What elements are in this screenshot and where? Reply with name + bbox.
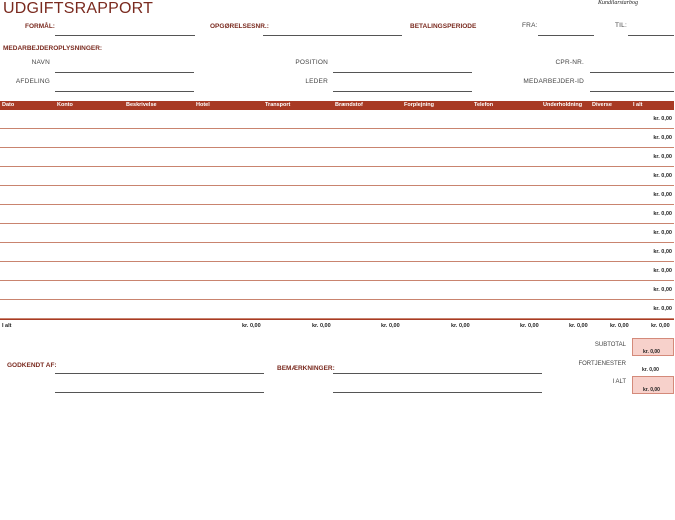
column-header: Underholdning: [543, 102, 583, 108]
phone-total: kr. 0,00: [520, 323, 539, 329]
purpose-label: FORMÅL:: [25, 23, 55, 30]
statement-number-label: OPGØRELSESNR.:: [210, 23, 269, 30]
total-due-value: kr. 0,00: [643, 387, 660, 393]
total-due-label: I ALT: [612, 379, 626, 385]
row-total: kr. 0,00: [653, 230, 672, 236]
entertainment-total: kr. 0,00: [569, 323, 588, 329]
position-label: POSITION: [295, 59, 328, 66]
table-row[interactable]: [0, 186, 674, 205]
table-row[interactable]: [0, 129, 674, 148]
fuel-total: kr. 0,00: [381, 323, 400, 329]
advances-label: FORTJENESTER: [578, 361, 626, 367]
column-header: Telefon: [474, 102, 494, 108]
position-field[interactable]: [333, 72, 472, 73]
payment-period-label: BETALINGSPERIODE: [410, 23, 477, 30]
purpose-field[interactable]: [55, 35, 195, 36]
column-header: Brændstof: [335, 102, 363, 108]
approved-by-label: GODKENDT AF:: [7, 362, 57, 369]
remarks-field-2[interactable]: [333, 392, 542, 393]
row-total: kr. 0,00: [653, 135, 672, 141]
table-row[interactable]: [0, 300, 674, 319]
column-header: Transport: [265, 102, 291, 108]
row-total: kr. 0,00: [653, 154, 672, 160]
employee-id-label: MEDARBEJDER-ID: [523, 78, 584, 85]
column-header: Konto: [57, 102, 73, 108]
remarks-field[interactable]: [333, 373, 542, 374]
logo-text: Kundilarstarbog: [597, 0, 638, 6]
from-field[interactable]: [538, 35, 594, 36]
table-row[interactable]: [0, 167, 674, 186]
column-header: Hotel: [196, 102, 210, 108]
advances-value: kr. 0,00: [642, 367, 659, 373]
column-header: Dato: [2, 102, 15, 108]
subtotal-box: [632, 338, 674, 356]
row-total: kr. 0,00: [653, 306, 672, 312]
column-header: Diverse: [592, 102, 612, 108]
row-total: kr. 0,00: [653, 192, 672, 198]
manager-label: LEDER: [305, 78, 328, 85]
row-total: kr. 0,00: [653, 249, 672, 255]
department-label: AFDELING: [15, 78, 50, 85]
row-total: kr. 0,00: [653, 116, 672, 122]
name-label: NAVN: [31, 59, 50, 66]
table-row[interactable]: [0, 262, 674, 281]
subtotal-value: kr. 0,00: [643, 349, 660, 355]
column-header: I alt: [633, 102, 643, 108]
advances-box[interactable]: [632, 357, 674, 375]
subtotal-label: SUBTOTAL: [594, 342, 626, 348]
approved-by-field-2[interactable]: [55, 392, 264, 393]
row-total: kr. 0,00: [653, 287, 672, 293]
column-header: Beskrivelse: [126, 102, 157, 108]
table-row[interactable]: [0, 243, 674, 262]
remarks-label: BEMÆRKNINGER:: [277, 365, 335, 372]
hotel-total: kr. 0,00: [242, 323, 261, 329]
table-row[interactable]: [0, 110, 674, 129]
employee-id-field[interactable]: [590, 91, 674, 92]
column-header: Forplejning: [404, 102, 434, 108]
table-header: [0, 101, 674, 110]
name-field[interactable]: [55, 72, 194, 73]
row-total: kr. 0,00: [653, 211, 672, 217]
grand-total: kr. 0,00: [651, 323, 670, 329]
cpr-label: CPR-NR.: [555, 59, 584, 66]
meals-total: kr. 0,00: [451, 323, 470, 329]
manager-field[interactable]: [333, 91, 472, 92]
employee-info-heading: MEDARBEJDEROPLYSNINGER:: [3, 45, 103, 52]
table-row[interactable]: [0, 205, 674, 224]
row-total: kr. 0,00: [653, 268, 672, 274]
totals-row: [0, 319, 674, 332]
report-title: UDGIFTSRAPPORT: [3, 0, 154, 17]
approved-by-field[interactable]: [55, 373, 264, 374]
cpr-field[interactable]: [590, 72, 674, 73]
to-label: TIL:: [615, 22, 627, 29]
table-row[interactable]: [0, 281, 674, 300]
expense-table: [0, 101, 674, 332]
table-row[interactable]: [0, 224, 674, 243]
statement-number-field[interactable]: [263, 35, 402, 36]
to-field[interactable]: [628, 35, 674, 36]
total-due-box: [632, 376, 674, 394]
from-label: FRA:: [522, 22, 538, 29]
department-field[interactable]: [55, 91, 194, 92]
misc-total: kr. 0,00: [610, 323, 629, 329]
totals-label: I alt: [2, 323, 12, 329]
table-row[interactable]: [0, 148, 674, 167]
transport-total: kr. 0,00: [312, 323, 331, 329]
row-total: kr. 0,00: [653, 173, 672, 179]
